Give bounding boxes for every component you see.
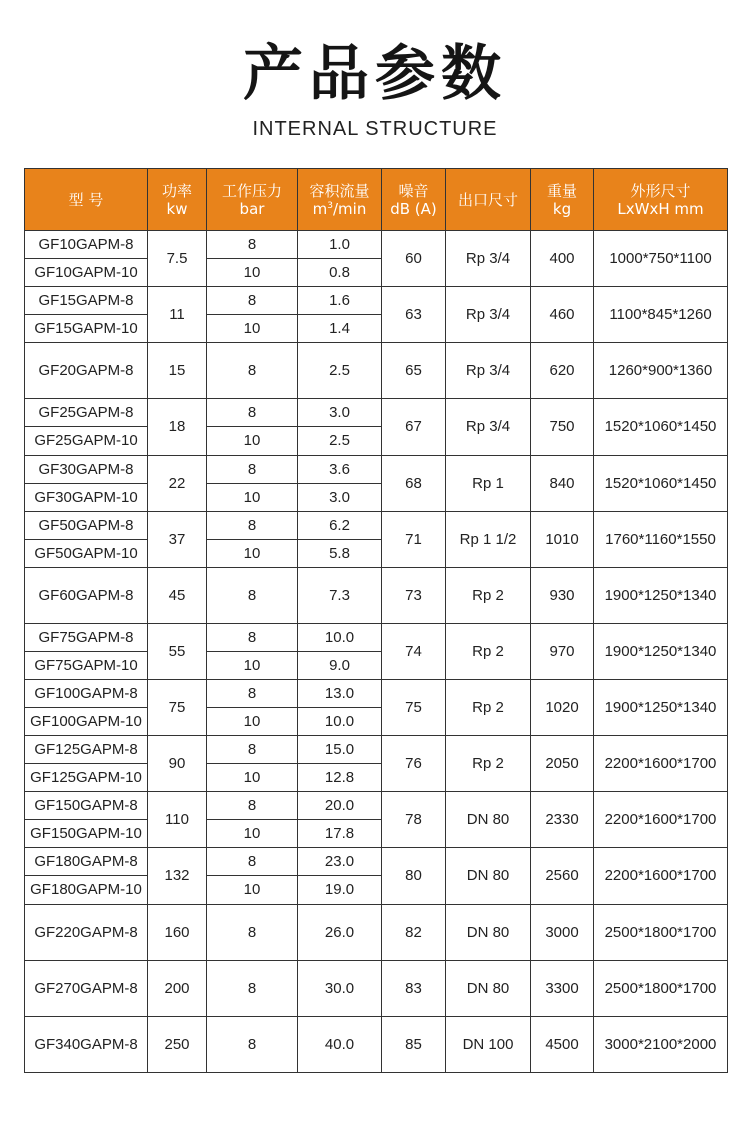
cell-power: 132 (148, 848, 207, 904)
cell-outlet: Rp 3/4 (446, 399, 531, 455)
cell-noise: 67 (382, 399, 446, 455)
cell-weight: 2330 (531, 792, 594, 848)
cell-pressure: 8 (207, 343, 298, 399)
cell-size: 1260*900*1360 (594, 343, 728, 399)
cell-flow: 30.0 (298, 960, 382, 1016)
cell-model: GF75GAPM-10 (25, 651, 148, 679)
cell-model: GF125GAPM-8 (25, 736, 148, 764)
cell-weight: 840 (531, 455, 594, 511)
cell-power: 200 (148, 960, 207, 1016)
table-row (25, 231, 728, 259)
cell-flow: 5.8 (298, 539, 382, 567)
cell-model: GF270GAPM-8 (25, 960, 148, 1016)
cell-flow: 0.8 (298, 259, 382, 287)
cell-power: 55 (148, 623, 207, 679)
cell-size: 2200*1600*1700 (594, 792, 728, 848)
cell-flow: 7.3 (298, 567, 382, 623)
cell-weight: 1010 (531, 511, 594, 567)
cell-weight: 4500 (531, 1016, 594, 1072)
cell-outlet: DN 80 (446, 792, 531, 848)
cell-power: 7.5 (148, 231, 207, 287)
cell-flow: 23.0 (298, 848, 382, 876)
cell-size: 2500*1800*1700 (594, 960, 728, 1016)
cell-pressure: 10 (207, 820, 298, 848)
table-body (25, 231, 728, 1073)
cell-model: GF180GAPM-10 (25, 876, 148, 904)
cell-outlet: Rp 3/4 (446, 287, 531, 343)
cell-size: 1000*750*1100 (594, 231, 728, 287)
cell-flow: 10.0 (298, 708, 382, 736)
cell-noise: 74 (382, 623, 446, 679)
cell-outlet: Rp 2 (446, 680, 531, 736)
cell-noise: 80 (382, 848, 446, 904)
cell-noise: 82 (382, 904, 446, 960)
cell-pressure: 8 (207, 567, 298, 623)
header-outlet: 出口尺寸 (446, 169, 531, 231)
cell-model: GF15GAPM-10 (25, 315, 148, 343)
cell-flow: 2.5 (298, 427, 382, 455)
cell-flow: 17.8 (298, 820, 382, 848)
table-row (25, 736, 728, 764)
table-row (25, 623, 728, 651)
cell-weight: 3300 (531, 960, 594, 1016)
cell-power: 75 (148, 680, 207, 736)
cell-flow: 13.0 (298, 680, 382, 708)
cell-model: GF340GAPM-8 (25, 1016, 148, 1072)
cell-pressure: 10 (207, 427, 298, 455)
table-row (25, 1016, 728, 1044)
cell-outlet: Rp 3/4 (446, 231, 531, 287)
cell-flow: 15.0 (298, 736, 382, 764)
cell-flow: 10.0 (298, 623, 382, 651)
table-row (25, 792, 728, 820)
cell-flow: 20.0 (298, 792, 382, 820)
cell-model: GF150GAPM-10 (25, 820, 148, 848)
cell-flow: 9.0 (298, 651, 382, 679)
cell-outlet: Rp 1 (446, 455, 531, 511)
cell-weight: 620 (531, 343, 594, 399)
cell-flow: 6.2 (298, 511, 382, 539)
cell-outlet: Rp 3/4 (446, 343, 531, 399)
cell-noise: 65 (382, 343, 446, 399)
cell-pressure: 8 (207, 455, 298, 483)
cell-flow: 26.0 (298, 904, 382, 960)
spec-table (24, 168, 728, 1073)
cell-size: 2200*1600*1700 (594, 848, 728, 904)
cell-model: GF75GAPM-8 (25, 623, 148, 651)
cell-outlet: DN 80 (446, 960, 531, 1016)
cell-model: GF100GAPM-8 (25, 680, 148, 708)
cell-pressure: 8 (207, 1016, 298, 1072)
header-weight: 重量 kg (531, 169, 594, 231)
cell-pressure: 8 (207, 736, 298, 764)
cell-flow: 3.0 (298, 399, 382, 427)
cell-size: 3000*2100*2000 (594, 1016, 728, 1072)
table-row (25, 455, 728, 483)
cell-power: 45 (148, 567, 207, 623)
table-header-row (25, 169, 728, 231)
cell-outlet: Rp 1 1/2 (446, 511, 531, 567)
cell-weight: 400 (531, 231, 594, 287)
table-row (25, 848, 728, 876)
cell-size: 1900*1250*1340 (594, 623, 728, 679)
cell-size: 1520*1060*1450 (594, 399, 728, 455)
cell-model: GF150GAPM-8 (25, 792, 148, 820)
cell-size: 1520*1060*1450 (594, 455, 728, 511)
cell-flow: 1.6 (298, 287, 382, 315)
cell-power: 18 (148, 399, 207, 455)
header-flow: 容积流量 $m^3/\min$ (298, 169, 382, 231)
table-row (25, 567, 728, 595)
cell-power: 160 (148, 904, 207, 960)
table-row (25, 287, 728, 315)
cell-weight: 750 (531, 399, 594, 455)
cell-pressure: 8 (207, 848, 298, 876)
cell-pressure: 10 (207, 876, 298, 904)
cell-size: 2500*1800*1700 (594, 904, 728, 960)
table-row (25, 904, 728, 932)
cell-weight: 2050 (531, 736, 594, 792)
cell-outlet: DN 100 (446, 1016, 531, 1072)
cell-size: 1760*1160*1550 (594, 511, 728, 567)
cell-model: GF20GAPM-8 (25, 343, 148, 399)
table-row (25, 399, 728, 427)
cell-pressure: 8 (207, 623, 298, 651)
cell-pressure: 8 (207, 399, 298, 427)
cell-noise: 71 (382, 511, 446, 567)
cell-pressure: 10 (207, 539, 298, 567)
cell-pressure: 10 (207, 764, 298, 792)
table-row (25, 680, 728, 708)
cell-pressure: 10 (207, 651, 298, 679)
page-subtitle: INTERNAL STRUCTURE (252, 118, 498, 140)
table-row (25, 343, 728, 371)
cell-flow: 19.0 (298, 876, 382, 904)
cell-weight: 1020 (531, 680, 594, 736)
cell-model: GF220GAPM-8 (25, 904, 148, 960)
cell-flow: 3.6 (298, 455, 382, 483)
cell-model: GF50GAPM-10 (25, 539, 148, 567)
cell-model: GF15GAPM-8 (25, 287, 148, 315)
cell-model: GF10GAPM-10 (25, 259, 148, 287)
cell-power: 22 (148, 455, 207, 511)
cell-flow: 12.8 (298, 764, 382, 792)
cell-weight: 3000 (531, 904, 594, 960)
cell-noise: 78 (382, 792, 446, 848)
cell-outlet: Rp 2 (446, 736, 531, 792)
cell-outlet: DN 80 (446, 904, 531, 960)
cell-pressure: 8 (207, 287, 298, 315)
cell-pressure: 10 (207, 259, 298, 287)
cell-noise: 68 (382, 455, 446, 511)
cell-weight: 460 (531, 287, 594, 343)
cell-pressure: 10 (207, 483, 298, 511)
cell-power: 90 (148, 736, 207, 792)
cell-model: GF30GAPM-10 (25, 483, 148, 511)
header-size: 外形尺寸 LxWxH mm (594, 169, 728, 231)
cell-weight: 2560 (531, 848, 594, 904)
cell-noise: 73 (382, 567, 446, 623)
cell-model: GF125GAPM-10 (25, 764, 148, 792)
cell-pressure: 8 (207, 904, 298, 960)
cell-power: 250 (148, 1016, 207, 1072)
cell-model: GF60GAPM-8 (25, 567, 148, 623)
cell-pressure: 8 (207, 231, 298, 259)
cell-outlet: DN 80 (446, 848, 531, 904)
cell-power: 37 (148, 511, 207, 567)
cell-model: GF10GAPM-8 (25, 231, 148, 259)
cell-pressure: 8 (207, 680, 298, 708)
cell-weight: 930 (531, 567, 594, 623)
header-model: 型 号 (25, 169, 148, 231)
cell-size: 1900*1250*1340 (594, 680, 728, 736)
cell-flow: 2.5 (298, 343, 382, 399)
cell-model: GF30GAPM-8 (25, 455, 148, 483)
cell-noise: 75 (382, 680, 446, 736)
cell-pressure: 8 (207, 792, 298, 820)
cell-flow: 1.4 (298, 315, 382, 343)
table-row (25, 511, 728, 539)
cell-noise: 85 (382, 1016, 446, 1072)
cell-model: GF25GAPM-10 (25, 427, 148, 455)
header-noise: 噪音 dB (A) (382, 169, 446, 231)
cell-outlet: Rp 2 (446, 623, 531, 679)
cell-power: 15 (148, 343, 207, 399)
cell-model: GF100GAPM-10 (25, 708, 148, 736)
header-pressure: 工作压力 bar (207, 169, 298, 231)
page-title: 产品参数 (243, 39, 507, 109)
cell-pressure: 10 (207, 315, 298, 343)
cell-weight: 970 (531, 623, 594, 679)
cell-model: GF50GAPM-8 (25, 511, 148, 539)
cell-pressure: 10 (207, 708, 298, 736)
cell-power: 110 (148, 792, 207, 848)
header-power: 功率 kw (148, 169, 207, 231)
cell-size: 2200*1600*1700 (594, 736, 728, 792)
cell-flow: 40.0 (298, 1016, 382, 1072)
cell-model: GF180GAPM-8 (25, 848, 148, 876)
cell-noise: 83 (382, 960, 446, 1016)
cell-noise: 76 (382, 736, 446, 792)
cell-pressure: 8 (207, 511, 298, 539)
cell-size: 1100*845*1260 (594, 287, 728, 343)
cell-size: 1900*1250*1340 (594, 567, 728, 623)
cell-noise: 60 (382, 231, 446, 287)
cell-flow: 1.0 (298, 231, 382, 259)
cell-flow: 3.0 (298, 483, 382, 511)
cell-pressure: 8 (207, 960, 298, 1016)
cell-model: GF25GAPM-8 (25, 399, 148, 427)
cell-outlet: Rp 2 (446, 567, 531, 623)
cell-power: 11 (148, 287, 207, 343)
cell-noise: 63 (382, 287, 446, 343)
table-row (25, 960, 728, 988)
